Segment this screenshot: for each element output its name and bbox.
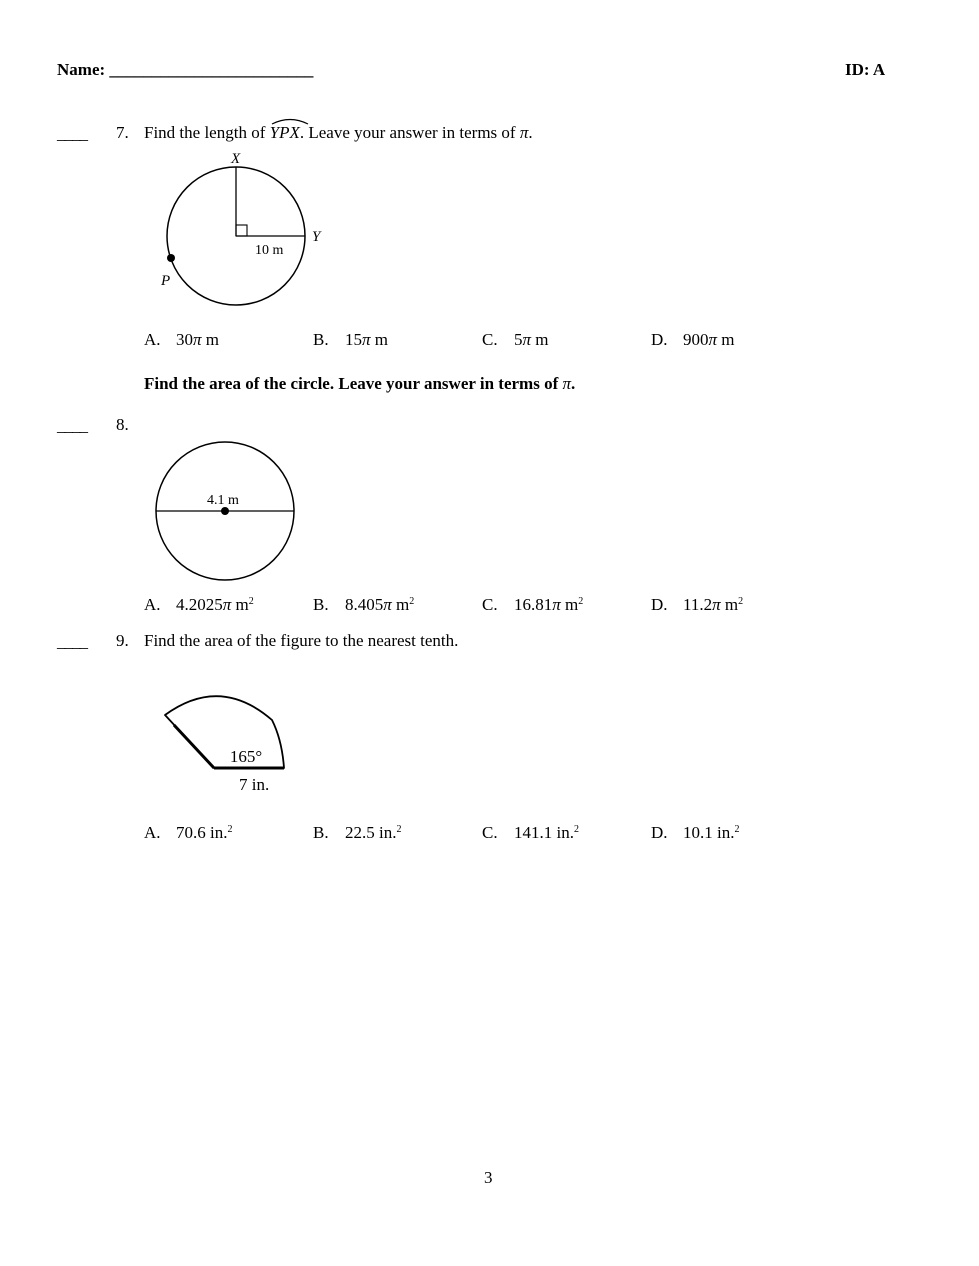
arc-symbol-icon: [270, 117, 310, 125]
q9-choice-d[interactable]: D. 10.1 in.$^2$: [651, 823, 740, 842]
page-number: 3: [484, 1168, 493, 1187]
q8-choice-a[interactable]: A. 4.2025π $m^2$: [144, 595, 254, 614]
q7-arc-name: YPX: [270, 123, 300, 143]
q9-answer-blank: ____: [57, 632, 87, 651]
label-y: Y: [312, 229, 321, 245]
pi-symbol: π: [519, 123, 529, 142]
name-line: ________________________: [109, 60, 314, 79]
point-p: [167, 254, 175, 262]
label-p: P: [161, 273, 171, 289]
q8-choice-d[interactable]: D. 11.2π $m^2$: [651, 595, 744, 614]
q8-answer-blank: ____: [57, 416, 87, 435]
diameter-label: 4.1 m: [207, 493, 239, 508]
name-field: [57, 60, 313, 80]
label-x: X: [231, 151, 241, 167]
name-label: Name:: [57, 60, 106, 79]
sector-shape: [165, 696, 284, 768]
q7-prompt: Find the length of YPX. Leave your answer in terms of π.: [144, 123, 533, 143]
q8-number: 8.: [116, 415, 129, 434]
sector-radius-slanted: [174, 725, 214, 768]
q7-choice-c[interactable]: C. 5π m: [482, 330, 549, 349]
q7-answer-blank: ____: [57, 124, 87, 143]
q7-circle-figure: [155, 148, 335, 318]
pi-symbol: π: [562, 374, 572, 393]
center-point: [221, 507, 229, 515]
q9-choice-a[interactable]: A. 70.6 in.$^2$: [144, 823, 233, 842]
q9-choice-b[interactable]: B. 22.5 in.$^2$: [313, 823, 402, 842]
q8-choice-b[interactable]: B. 8.405π $m^2$: [313, 595, 415, 614]
q8-circle-figure: [148, 436, 304, 586]
q7-prompt-start: Find the length of: [144, 123, 266, 142]
section-instruction: Find the area of the circle. Leave your answer in terms of π.: [144, 374, 576, 393]
q7-choice-a[interactable]: A. 30π m: [144, 330, 220, 349]
q7-number: 7.: [116, 123, 129, 142]
id-label: ID: A: [845, 60, 886, 79]
angle-label: 165°: [229, 747, 263, 766]
radius-label: 10 m: [255, 243, 284, 258]
q9-sector-figure: [160, 690, 295, 800]
q8-choice-c[interactable]: C. 16.81π $m^2$: [482, 595, 584, 614]
right-angle-marker: [236, 225, 247, 236]
q9-choice-c[interactable]: C. 141.1 in.$^2$: [482, 823, 579, 842]
q7-choice-b[interactable]: B. 15π m: [313, 330, 389, 349]
q7-prompt-end: . Leave your answer in terms of: [299, 123, 516, 142]
radius-label: 7 in.: [239, 775, 270, 794]
q7-choice-d[interactable]: D. 900π m: [651, 330, 735, 349]
q9-number: 9.: [116, 631, 129, 650]
q9-prompt: Find the area of the figure to the nearest tenth.: [144, 631, 459, 650]
